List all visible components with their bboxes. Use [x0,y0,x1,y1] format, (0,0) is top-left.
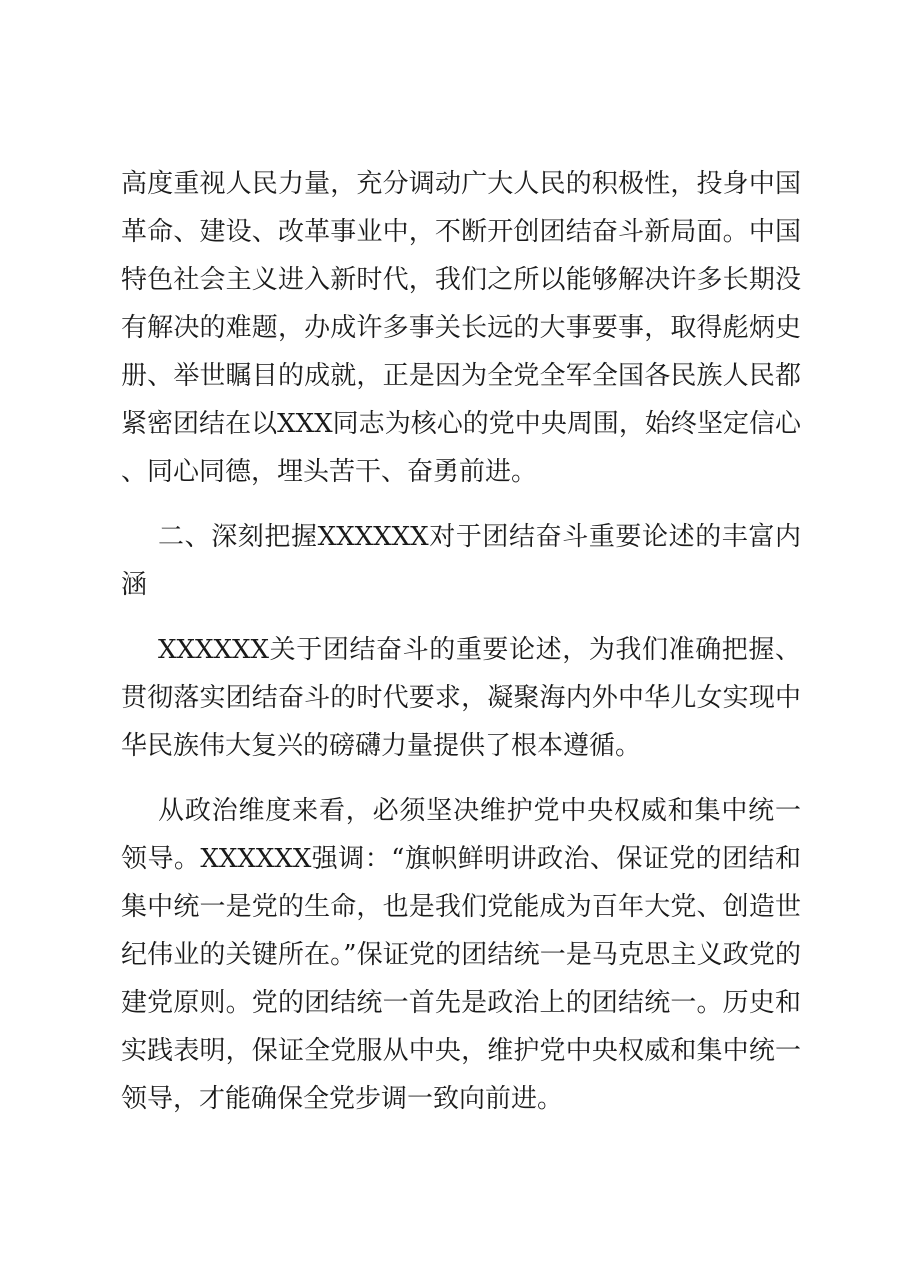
paragraph-intro: XXXXXX关于团结奋斗的重要论述，为我们准确把握、贯彻落实团结奋斗的时代要求，凝聚海内外中华儿女实现中华民族伟大复兴的磅礴力量提供了根本遵循。 [121,635,801,761]
paragraph-political-dimension: 从政治维度来看，必须坚决维护党中央权威和集中统一领导。XXXXXX强调：“旗帜鲜明讲政治、保证党的团结和集中统一是党的生命，也是我们党能成为百年大党、创造世纪伟业的关键所在。”保证党的团结统一是马克思主义政党的建党原则。党的团结统一首先是政治上的团结统一。历史和实践表明，保证全党服从中央，维护党中央权威和集中统一领导，才能确保全党步调一致向前进。 [121,796,801,1114]
section-heading: 二、深刻把握XXXXXX对于团结奋斗重要论述的丰富内涵 [121,522,801,600]
document-body [121,160,801,1123]
paragraph-continuation: 高度重视人民力量，充分调动广大人民的积极性，投身中国革命、建设、改革事业中，不断开创团结奋斗新局面。中国特色社会主义进入新时代，我们之所以能够解决许多长期没有解决的难题，办成许多事关长远的大事要事，取得彪炳史册、举世瞩目的成就，正是因为全党全军全国各民族人民都紧密团结在以XXX同志为核心的党中央周围，始终坚定信心、同心同德，埋头苦干、奋勇前进。 [121,169,801,487]
